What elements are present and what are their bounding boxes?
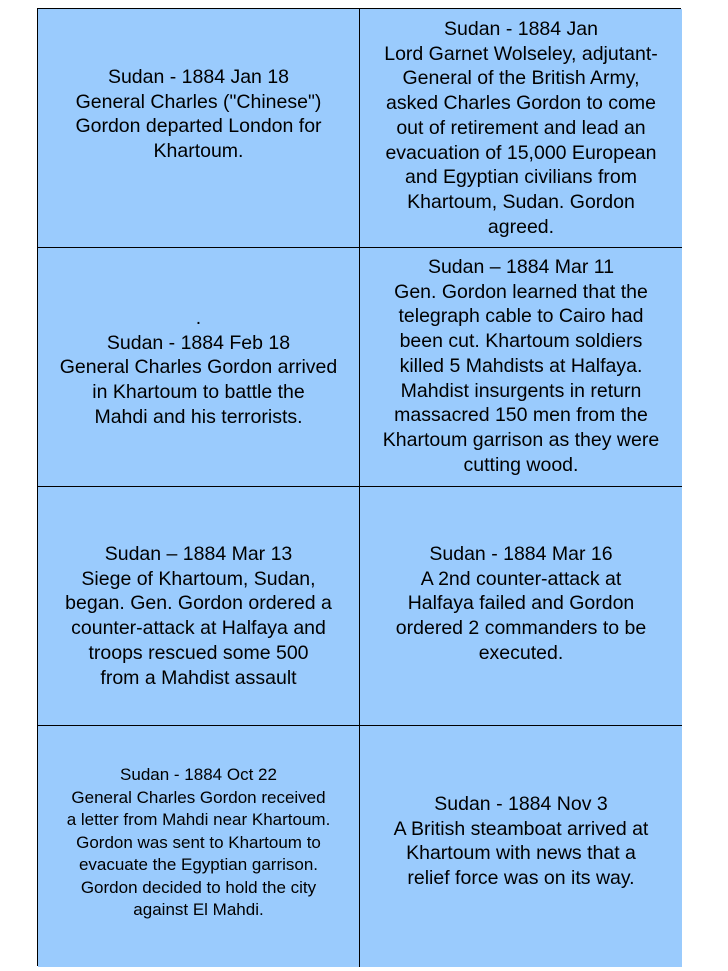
card-text — [396, 542, 646, 666]
card-line: evacuation of 15,000 European — [385, 141, 657, 164]
card-line: Khartoum garrison as they were — [382, 428, 660, 451]
card-line: General Charles Gordon received — [71, 787, 326, 807]
card-line: General Charles Gordon arrived — [59, 356, 338, 379]
card-line: Gordon departed London for — [75, 115, 322, 138]
card-line: Lord Garnet Wolseley, adjutant- — [384, 42, 658, 65]
card-line: massacred 150 men from the — [394, 404, 648, 427]
card-heading: Sudan - 1884 Jan — [444, 18, 598, 40]
card-line: Gen. Gordon learned that the — [394, 280, 648, 303]
card-heading: Sudan – 1884 Mar 13 — [104, 543, 293, 565]
card-line: Khartoum. — [153, 140, 244, 163]
card-line: began. Gen. Gordon ordered a — [65, 592, 332, 615]
card-text — [384, 17, 658, 239]
card-line: Mahdi and his terrorists. — [94, 405, 303, 428]
card-line: Gordon was sent to Khartoum to — [76, 832, 321, 852]
card-text — [60, 306, 337, 430]
card-line: Mahdist insurgents in return — [400, 379, 642, 402]
card-line: A 2nd counter-attack at — [420, 567, 622, 590]
card-line: Halfaya failed and Gordon — [407, 592, 635, 615]
card-line: a letter from Mahdi near Khartoum. — [66, 810, 331, 829]
card-1884-mar-16 — [360, 487, 682, 726]
card-line: asked Charles Gordon to come — [386, 92, 656, 115]
card-heading: Sudan - 1884 Mar 16 — [429, 543, 613, 565]
card-line: Khartoum, Sudan. Gordon — [407, 190, 635, 213]
card-line: ordered 2 commanders to be — [395, 617, 647, 640]
card-line: evacuate the Egyptian garrison. — [78, 855, 319, 874]
card-text — [394, 792, 649, 891]
card-line: in Khartoum to battle the — [92, 381, 305, 404]
card-line: Siege of Khartoum, Sudan, — [81, 567, 316, 590]
card-heading: Sudan - 1884 Jan 18 — [107, 66, 290, 88]
card-line: A British steamboat arrived at — [393, 817, 649, 840]
card-line: cutting wood. — [463, 453, 579, 476]
card-line: executed. — [478, 641, 564, 664]
card-line: relief force was on its way. — [407, 867, 635, 890]
card-line: troops rescued some 500 — [88, 641, 309, 664]
card-1884-feb-18 — [38, 248, 360, 487]
card-text — [75, 65, 321, 164]
card-line: been cut. Khartoum soldiers — [399, 330, 643, 353]
card-1884-mar-11 — [360, 248, 682, 487]
card-heading: Sudan - 1884 Oct 22 — [120, 765, 277, 784]
card-text — [65, 542, 332, 690]
card-line: and Egyptian civilians from — [405, 166, 637, 189]
card-heading: Sudan - 1884 Feb 18 — [106, 331, 291, 354]
card-line: General of the British Army, — [402, 67, 640, 90]
card-text — [383, 255, 659, 477]
card-line: against El Mahdi. — [133, 900, 264, 919]
card-heading: Sudan - 1884 Nov 3 — [434, 793, 608, 815]
card-text — [67, 764, 331, 922]
card-line: agreed. — [487, 215, 555, 238]
card-line: Khartoum with news that a — [406, 842, 636, 865]
card-line: out of retirement and lead an — [396, 116, 646, 139]
card-1884-nov-3 — [360, 726, 682, 967]
card-line: from a Mahdist assault — [100, 666, 297, 689]
card-line: telegraph cable to Cairo had — [398, 305, 644, 328]
card-line: Gordon decided to hold the city — [80, 877, 317, 897]
card-1884-oct-22 — [38, 726, 360, 967]
card-heading: Sudan – 1884 Mar 11 — [427, 256, 615, 278]
card-1884-mar-13 — [38, 487, 360, 726]
card-1884-jan-18 — [38, 9, 360, 248]
card-line: . — [195, 307, 202, 329]
card-line: General Charles ("Chinese") — [75, 90, 322, 113]
card-1884-jan — [360, 9, 682, 248]
card-line: killed 5 Mahdists at Halfaya. — [399, 354, 643, 377]
timeline-card-grid — [37, 8, 681, 966]
card-line: counter-attack at Halfaya and — [71, 617, 326, 640]
